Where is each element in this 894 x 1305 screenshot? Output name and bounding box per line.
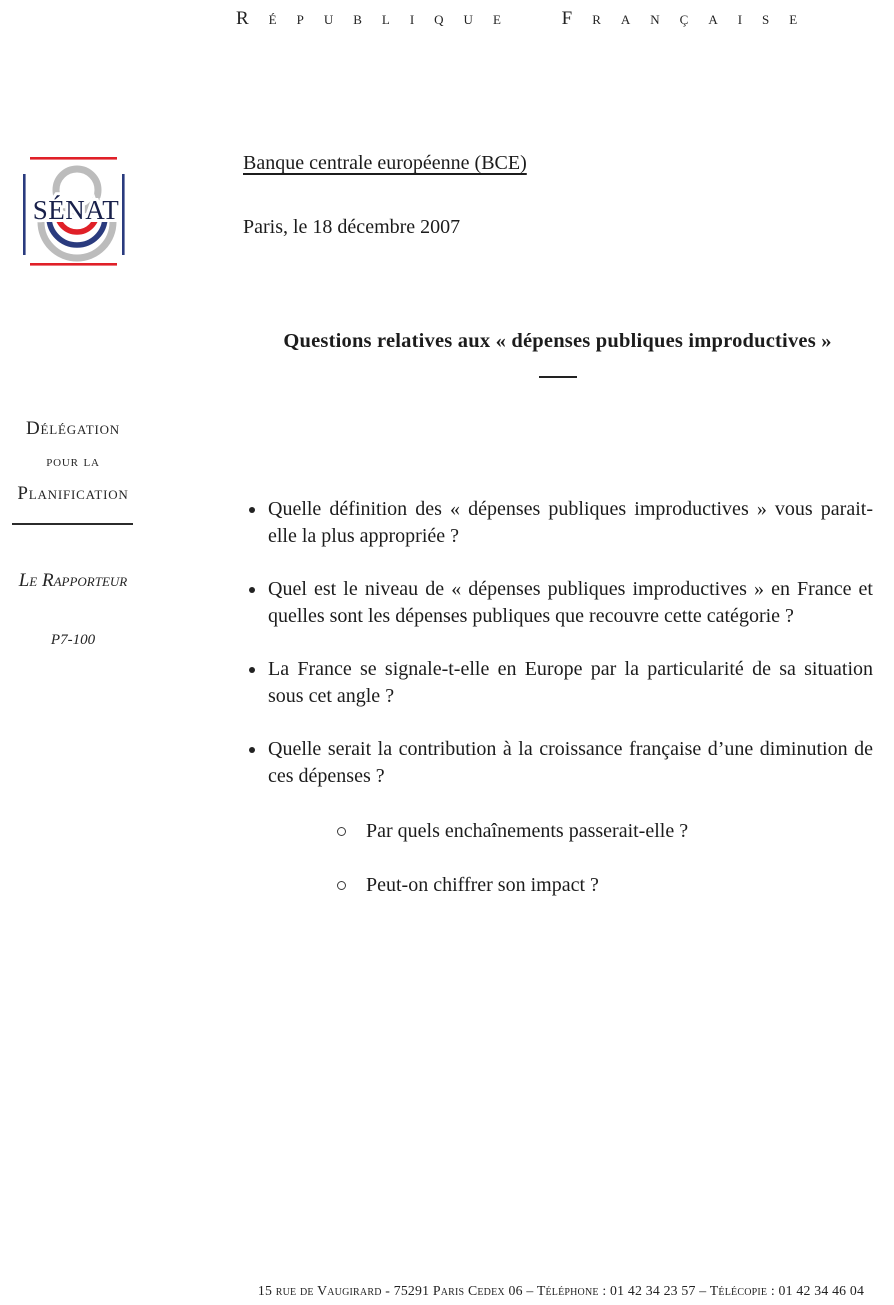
sub-question-item	[337, 818, 873, 845]
footer-address-line: 15 rue de Vaugirard - 75291 Paris Cedex 06 – Téléphone : 01 42 34 23 57 – Télécopie : 01 42 34 46 04	[257, 1283, 865, 1298]
bullet-icon	[249, 667, 255, 673]
bullet-icon	[249, 507, 255, 513]
senat-logo-icon	[20, 150, 128, 272]
sidebar-role: Le Rapporteur	[18, 570, 128, 591]
sidebar-org-line2: pour la	[46, 453, 100, 470]
bullet-icon	[249, 587, 255, 593]
logo-bottom-red-rule	[30, 263, 117, 266]
question-text: Quelle serait la contribution à la croissance française d’une diminution de ces dépenses ?	[268, 738, 873, 787]
logo-top-red-rule	[30, 157, 117, 160]
date-line: Paris, le 18 décembre 2007	[243, 216, 461, 238]
subject-divider-rule	[539, 376, 577, 378]
question-item	[243, 496, 873, 550]
bullet-icon	[249, 747, 255, 753]
question-item	[243, 576, 873, 630]
logo-right-navy-rule	[122, 174, 125, 255]
question-text: La France se signale-t-elle en Europe par la particularité de sa situation sous cet angle ?	[268, 658, 873, 707]
question-item	[243, 656, 873, 710]
sub-question-text: Par quels enchaînements passerait-elle ?	[366, 820, 689, 842]
senat-logo	[20, 150, 128, 272]
sub-question-item	[337, 872, 873, 899]
questions-list	[243, 496, 873, 926]
recipient-line: Banque centrale européenne (BCE)	[243, 152, 527, 174]
logo-left-navy-rule	[23, 174, 26, 255]
sidebar-org-block	[0, 418, 146, 505]
logo-wordmark: SÉNAT	[32, 195, 120, 225]
question-text: Quelle définition des « dépenses publiques improductives » vous parait-elle la plus appropriée ?	[268, 498, 873, 547]
sub-questions-list	[337, 818, 873, 899]
question-item	[243, 736, 873, 790]
letter-subject-title: Questions relatives aux « dépenses publiques improductives »	[283, 330, 832, 352]
circle-bullet-icon	[337, 881, 346, 890]
sidebar-divider-rule	[12, 523, 133, 525]
sidebar-org-line3: Planification	[17, 483, 129, 504]
sidebar-org-line1: Délégation	[26, 418, 120, 439]
question-text: Quel est le niveau de « dépenses publiques improductives » en France et quelles sont les dépenses publiques que recouvre cette catégorie ?	[268, 578, 873, 627]
republique-francaise-header: République Française	[236, 8, 818, 29]
circle-bullet-icon	[337, 827, 346, 836]
sidebar-reference-number: P7-100	[50, 632, 96, 648]
sub-question-text: Peut-on chiffrer son impact ?	[366, 874, 599, 896]
